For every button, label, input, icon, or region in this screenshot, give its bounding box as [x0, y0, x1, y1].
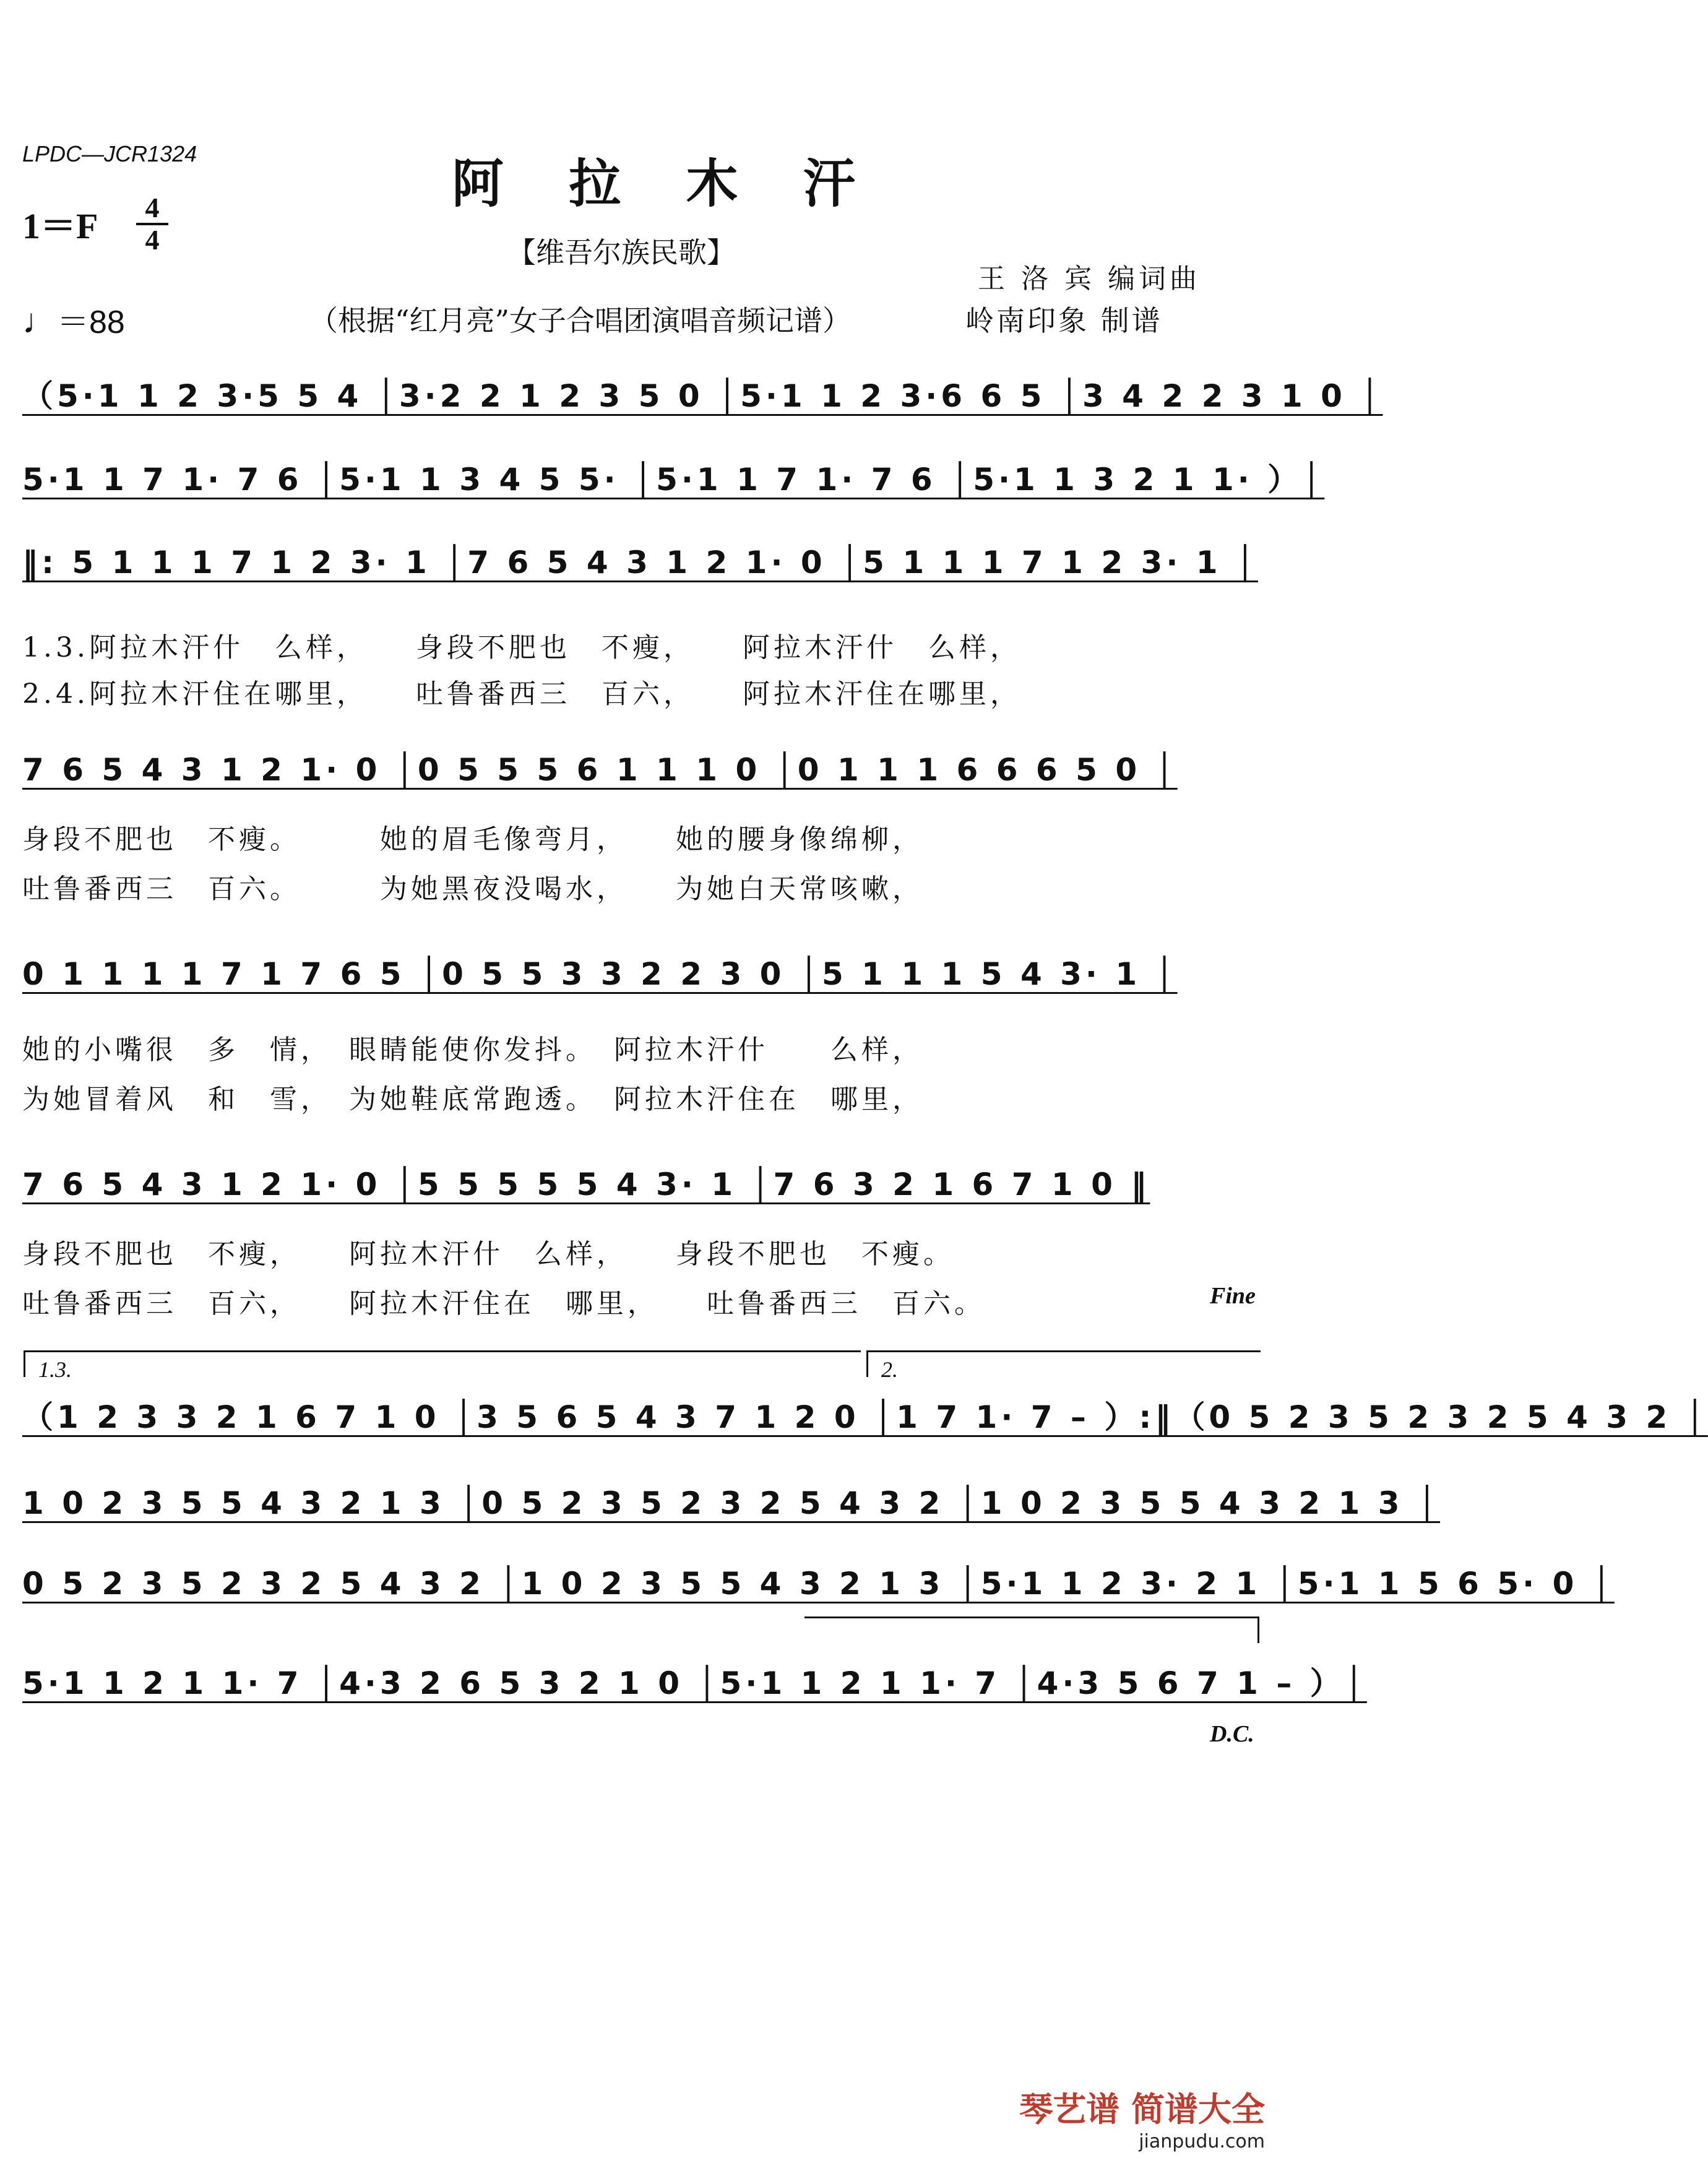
stave-line-5: 0 1 1 1 1 7 1 7 6 5 │0 5 5 3 3 2 2 3 0 │5 1 1 1 5 4 3· 1 │ [22, 956, 1178, 992]
arranger-credit: 岭南印象 制谱 [965, 304, 1163, 337]
watermark-url: jianpudu.com [1139, 2131, 1265, 2152]
tempo-marking [22, 296, 125, 342]
fine-marking: Fine [1210, 1283, 1256, 1309]
key-signature: 1＝F [22, 206, 98, 246]
stave-line-4: 7 6 5 4 3 1 2 1· 0 │0 5 5 5 6 1 1 1 0 │0 1 1 1 6 6 6 5 0 │ [22, 752, 1178, 788]
stave-line-3: ‖: 5 1 1 1 7 1 2 3· 1 │7 6 5 4 3 1 2 1· 0 │5 1 1 1 7 1 2 3· 1 │ [22, 545, 1259, 581]
catalog-number: LPDC—JCR1324 [22, 141, 197, 166]
stave-line-1: （5·1 1 2 3·5 5 4 │3·2 2 1 2 3 5 0 │5·1 1 2 3·6 6 5 │3 4 2 2 3 1 0 │ [22, 378, 1383, 414]
genre-label: 【维吾尔族民歌】 [507, 236, 735, 269]
time-signature-top: 4 [145, 192, 160, 223]
coda-bracket [804, 1616, 1259, 1643]
lyric-verse2-line-a: 2.4.阿拉木汗住在哪里， 吐鲁番西三 百六， 阿拉木汗住在哪里， [22, 678, 1021, 710]
stave-line-9: 0 5 2 3 5 2 3 2 5 4 3 2 │1 0 2 3 5 5 4 3 2 1 3 │5·1 1 2 3· 2 1 │5·1 1 5 6 5· 0 │ [22, 1566, 1615, 1602]
watermark-logo: 琴艺谱 简谱大全 [1019, 2090, 1265, 2129]
lyric-verse2-line-d: 吐鲁番西三 百六， 阿拉木汗住在 哪里， 吐鲁番西三 百六。 [22, 1288, 985, 1319]
stave-line-6: 7 6 5 4 3 1 2 1· 0 │5 5 5 5 5 4 3· 1 │7 6 3 2 1 6 7 1 0 ‖ [22, 1167, 1150, 1202]
ending-bracket-2 [866, 1350, 1261, 1377]
ending-label-1: 1.3. [38, 1357, 72, 1382]
stave-line-7: （1 2 3 3 2 1 6 7 1 0 │3 5 6 5 4 3 7 1 2 0 │1 7 1· 7 – ）:‖（0 5 2 3 5 2 3 2 5 4 3 2 │ [22, 1399, 1708, 1435]
lyric-verse1-line-d: 身段不肥也 不瘦， 阿拉木汗什 么样， 身段不肥也 不瘦。 [22, 1238, 954, 1270]
ending-label-2: 2. [881, 1357, 898, 1382]
stave-line-2: 5·1 1 7 1· 7 6 │5·1 1 3 4 5 5· │5·1 1 7 1· 7 6 │5·1 1 3 2 1 1· ）│ [22, 462, 1325, 498]
stave-line-10: 5·1 1 2 1 1· 7 │4·3 2 6 5 3 2 1 0 │5·1 1 2 1 1· 7 │4·3 5 6 7 1 – ）│ [22, 1665, 1367, 1701]
page-title: 阿 拉 木 汗 [452, 153, 879, 214]
lyric-verse2-line-c: 为她冒着风 和 雪， 为她鞋底常跑透。 阿拉木汗住在 哪里， [22, 1084, 923, 1115]
lyric-verse1-line-b: 身段不肥也 不瘦。 她的眉毛像弯月， 她的腰身像绵柳， [22, 824, 923, 855]
lyric-verse1-line-c: 她的小嘴很 多 情， 眼睛能使你发抖。 阿拉木汗什 么样， [22, 1034, 923, 1066]
time-signature [136, 194, 168, 254]
lyric-verse1-line-a: 1.3.阿拉木汗什 么样， 身段不肥也 不瘦， 阿拉木汗什 么样， [22, 632, 1021, 663]
quarter-note-icon: ♩ [22, 301, 57, 340]
composer-credit: 王 洛 宾 编词曲 [978, 263, 1201, 295]
site-watermark [1019, 2083, 1265, 2152]
lyric-verse2-line-b: 吐鲁番西三 百六。 为她黑夜没喝水， 为她白天常咳嗽， [22, 873, 923, 905]
ending-bracket-1 [24, 1350, 861, 1377]
tempo-value: ＝88 [57, 304, 125, 340]
source-note: （根据“红月亮”女子合唱团演唱音频记谱） [309, 304, 852, 337]
time-signature-bottom: 4 [145, 224, 160, 256]
stave-line-8: 1 0 2 3 5 5 4 3 2 1 3 │0 5 2 3 5 2 3 2 5 4 3 2 │1 0 2 3 5 5 4 3 2 1 3 │ [22, 1485, 1441, 1521]
dc-marking: D.C. [1210, 1721, 1254, 1747]
